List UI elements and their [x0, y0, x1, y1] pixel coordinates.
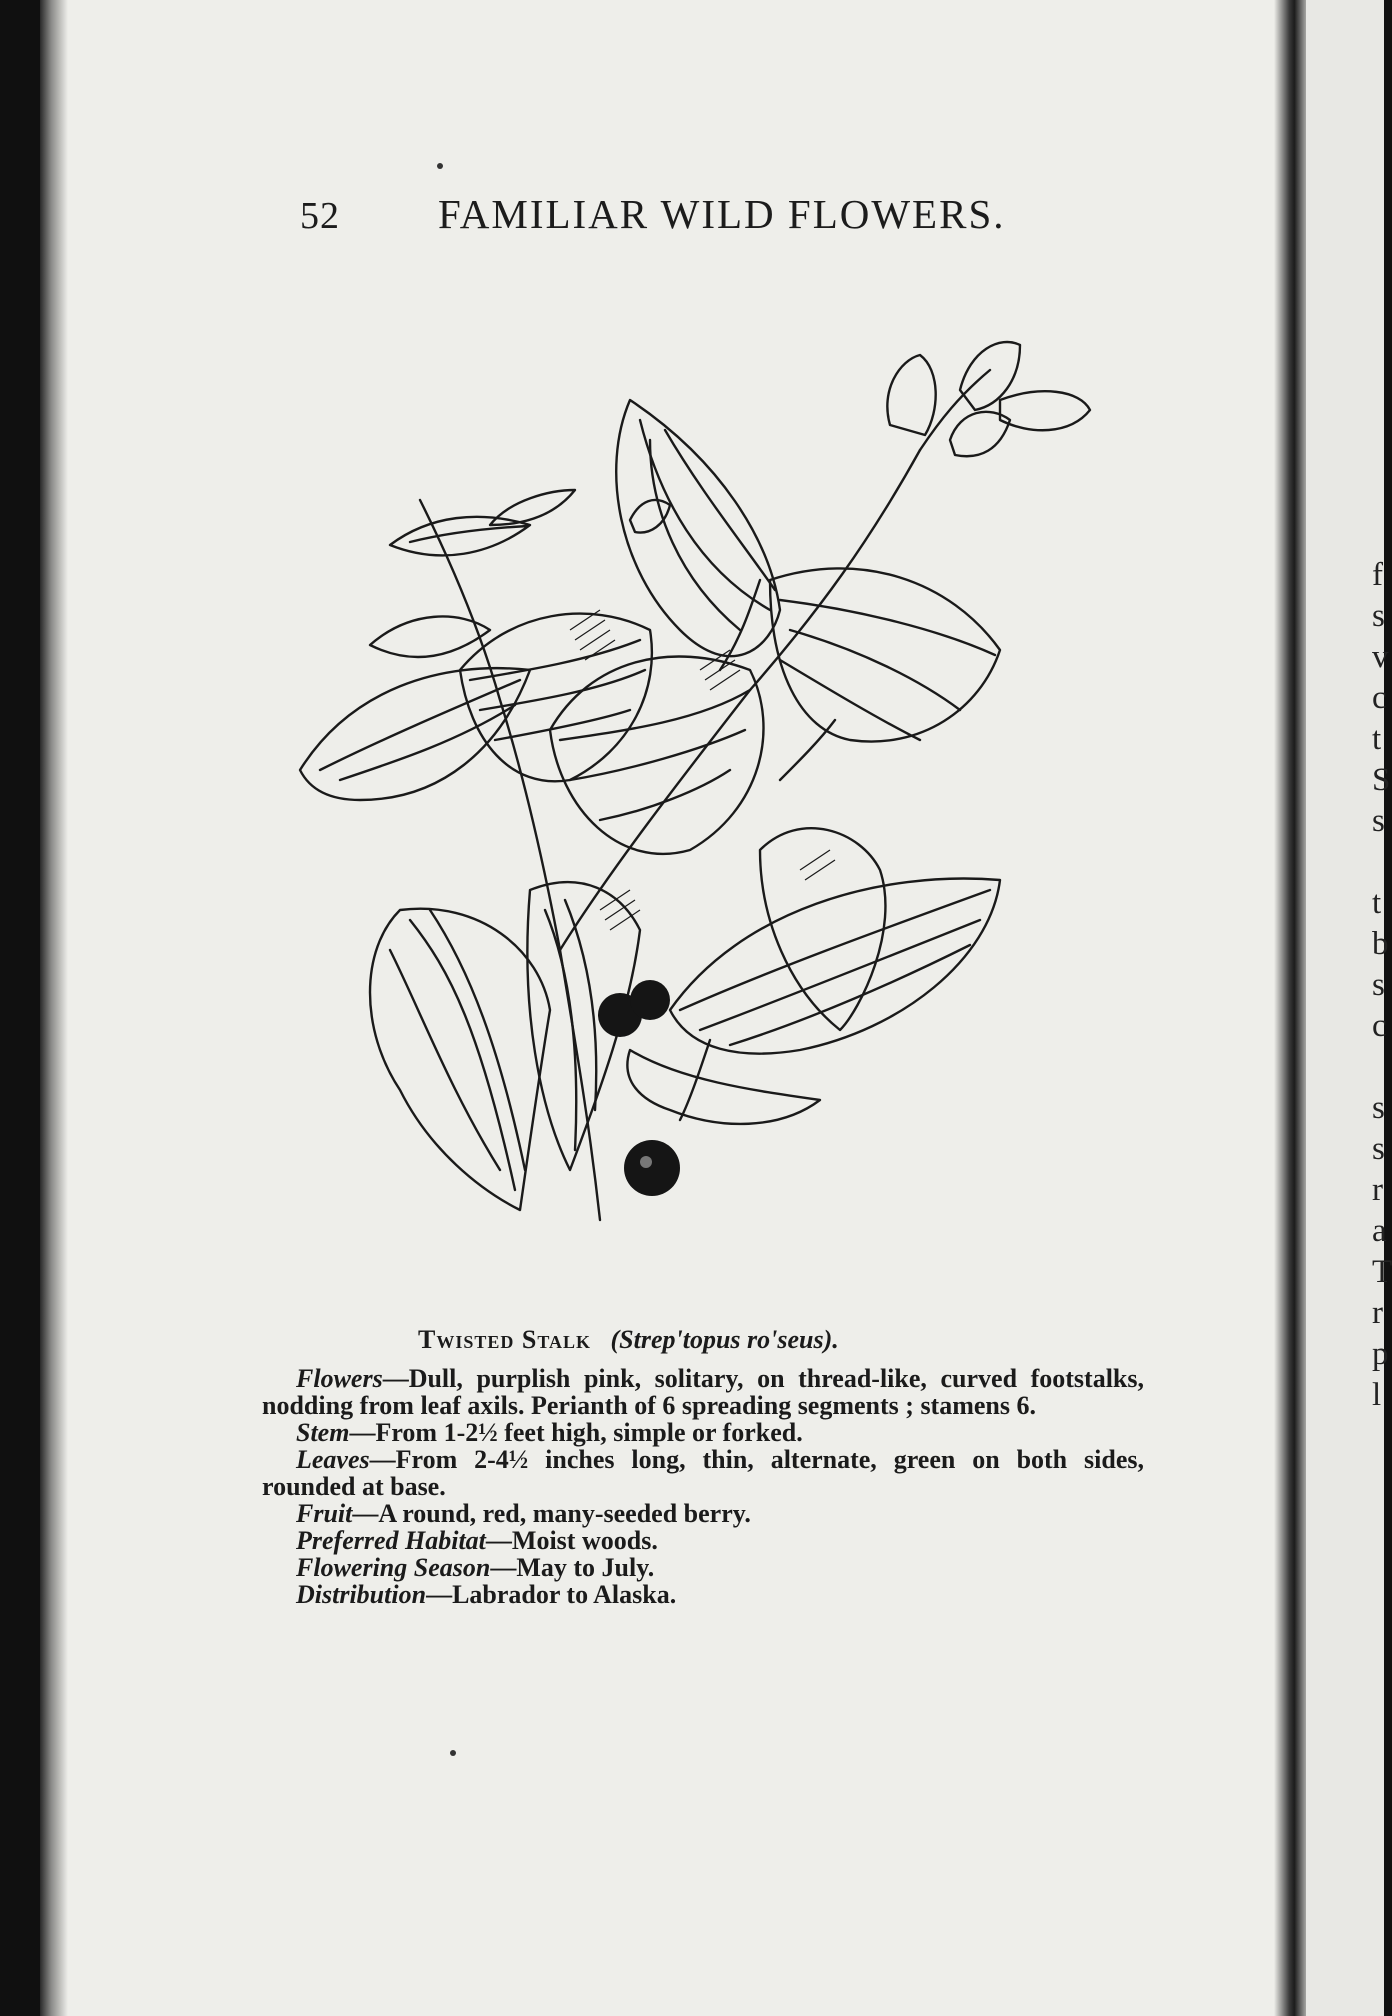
entry-text: —From 2-4½ inches long, thin, alternate, green on both sides, rounded at base. [262, 1445, 1144, 1501]
speck [437, 163, 443, 169]
description-entry [262, 1365, 1144, 1419]
entry-text: —May to July. [490, 1553, 655, 1582]
page-number: 52 [300, 195, 340, 237]
berry-highlight [640, 1156, 652, 1168]
description-entry [262, 1419, 1144, 1446]
entry-text: —From 1-2½ feet high, simple or forked. [349, 1418, 803, 1447]
common-name: Twisted Stalk [418, 1325, 592, 1354]
entry-label: Leaves [296, 1445, 370, 1474]
binding-shadow [40, 0, 68, 2016]
twisted-stalk-illustration [300, 310, 1180, 1310]
facing-page-letters: f s v c t S s t b s c s s r a T r p l [1372, 557, 1392, 1413]
description-entry [262, 1527, 1144, 1554]
speck [450, 1750, 456, 1756]
berry [630, 980, 670, 1020]
entry-label: Flowers [296, 1364, 383, 1393]
book-gutter [1274, 0, 1308, 2016]
description-entry [262, 1581, 1144, 1608]
entry-label: Preferred Habitat [296, 1526, 486, 1555]
caption-title [418, 1325, 1158, 1365]
entry-text: —Moist woods. [485, 1526, 658, 1555]
description-entry [262, 1554, 1144, 1581]
book-title: FAMILIAR WILD FLOWERS. [438, 191, 1006, 237]
entry-label: Flowering Season [296, 1553, 491, 1582]
entry-text: —Dull, purplish pink, solitary, on thread-like, curved footstalks, nodding from leaf axils. Perianth of 6 spreading segments ; stamens 6. [262, 1364, 1144, 1420]
latin-name: (Strep'topus ro'seus). [610, 1325, 839, 1354]
entry-text: —Labrador to Alaska. [426, 1580, 677, 1609]
species-description [262, 1365, 1144, 1608]
berry [624, 1140, 680, 1196]
entry-label: Stem [296, 1418, 350, 1447]
entry-label: Fruit [296, 1499, 353, 1528]
entry-label: Distribution [296, 1580, 427, 1609]
running-head [300, 190, 1070, 250]
description-entry [262, 1500, 1144, 1527]
description-entry [262, 1446, 1144, 1500]
entry-text: —A round, red, many-seeded berry. [352, 1499, 751, 1528]
